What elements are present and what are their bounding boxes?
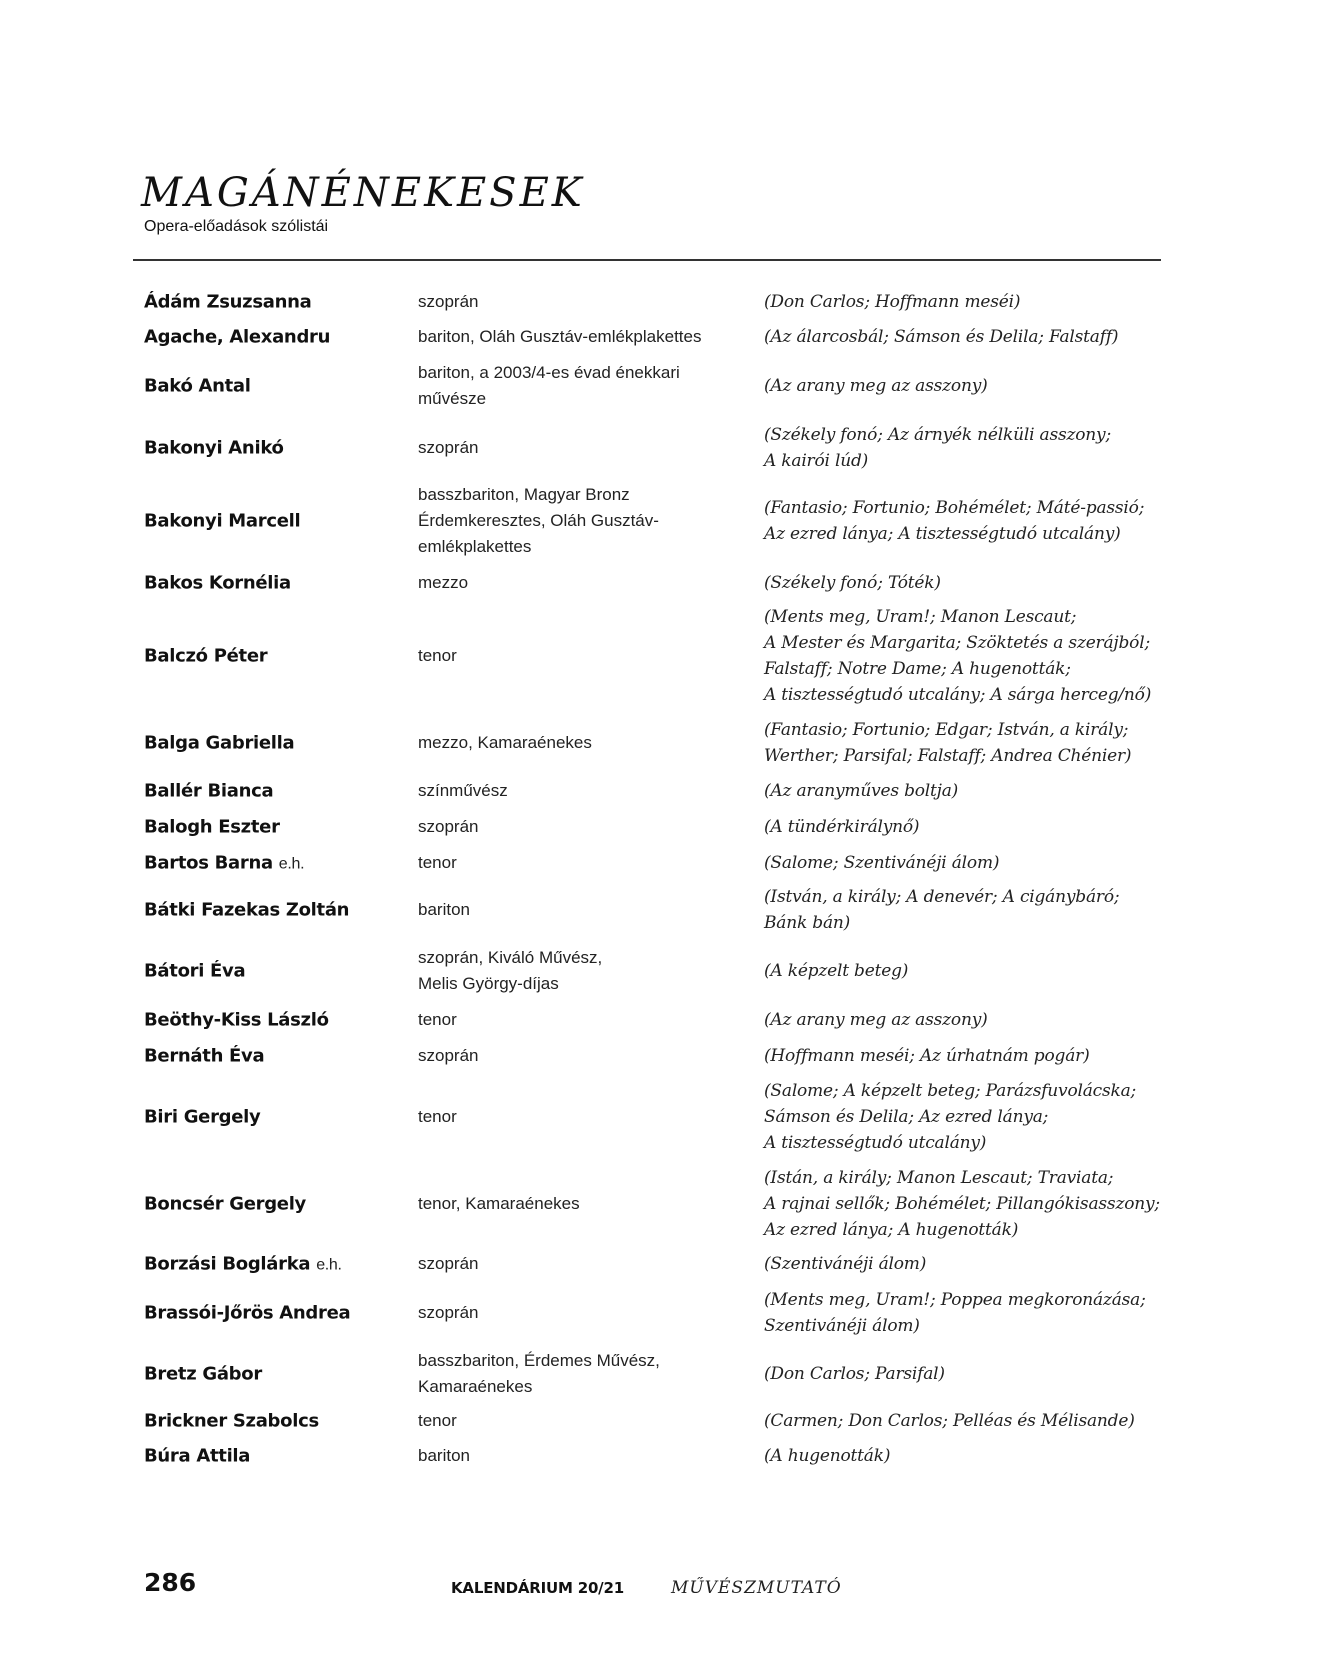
roles — [764, 373, 1184, 399]
role-line: (Salome; Szentivánéji álom) — [764, 853, 1000, 873]
artist-name-text: Borzási Boglárka — [144, 1253, 311, 1275]
roles — [764, 1408, 1184, 1434]
voice-line: emlékplakettes — [418, 537, 532, 556]
artist-name-text: Bakó Antal — [144, 375, 251, 397]
voice-line: Érdemkeresztes, Oláh Gusztáv- — [418, 511, 659, 530]
voice-line: szoprán — [418, 1303, 479, 1322]
voice-type — [418, 324, 738, 350]
roles — [764, 324, 1184, 350]
voice-type — [418, 435, 738, 461]
role-line: (Székely fonó; Tóték) — [764, 573, 941, 593]
artist-name-text: Bátki Fazekas Zoltán — [144, 899, 350, 921]
artist-name-text: Bakos Kornélia — [144, 572, 291, 594]
role-line: (A tündérkirálynő) — [764, 817, 920, 837]
role-line: (Fantasio; Fortunio; Edgar; István, a király; — [764, 720, 1129, 740]
role-line: (Székely fonó; Az árnyék nélküli asszony; — [764, 425, 1111, 445]
voice-type — [418, 850, 738, 876]
role-line: (Ments meg, Uram!; Manon Lescaut; — [764, 607, 1077, 627]
roles — [764, 422, 1184, 474]
voice-type — [418, 730, 738, 756]
voice-line: bariton, Oláh Gusztáv-emlékplakettes — [418, 327, 702, 346]
role-line: Werther; Parsifal; Falstaff; Andrea Chénier) — [764, 746, 1132, 766]
artist-name — [144, 853, 304, 874]
voice-line: bariton — [418, 900, 470, 919]
role-line: Az ezred lánya; A tisztességtudó utcalány) — [764, 524, 1121, 544]
role-line: (Ments meg, Uram!; Poppea megkoronázása; — [764, 1290, 1146, 1310]
role-line: (István, a király; A denevér; A cigánybáró; — [764, 887, 1120, 907]
role-line: Bánk bán) — [764, 913, 851, 933]
role-line: A tisztességtudó utcalány; A sárga herceg/nő) — [764, 685, 1152, 705]
artist-name — [144, 1194, 306, 1215]
voice-type — [418, 570, 738, 596]
artist-name-text: Biri Gergely — [144, 1106, 261, 1128]
voice-type — [418, 482, 738, 560]
artist-name-text: Boncsér Gergely — [144, 1193, 306, 1215]
voice-line: tenor — [418, 1010, 457, 1029]
voice-line: basszbariton, Érdemes Művész, — [418, 1351, 660, 1370]
role-line: (Az arany meg az asszony) — [764, 376, 988, 396]
artist-name — [144, 327, 330, 348]
roles — [764, 1007, 1184, 1033]
voice-line: színművész — [418, 781, 508, 800]
voice-line: tenor, Kamaraénekes — [418, 1194, 580, 1213]
role-line: (Az arany meg az asszony) — [764, 1010, 988, 1030]
role-line: (Salome; A képzelt beteg; Parázsfuvolácska; — [764, 1081, 1137, 1101]
roles — [764, 778, 1184, 804]
role-line: (Szentivánéji álom) — [764, 1254, 927, 1274]
role-line: A kairói lúd) — [764, 451, 869, 471]
role-line: A tisztességtudó utcalány) — [764, 1133, 987, 1153]
voice-type — [418, 778, 738, 804]
artist-name-text: Balogh Eszter — [144, 816, 280, 838]
artist-name-text: Balga Gabriella — [144, 732, 295, 754]
header-divider — [133, 259, 1161, 261]
artist-name — [144, 900, 349, 921]
artist-name — [144, 1364, 262, 1385]
artist-name-text: Brassói-Jőrös Andrea — [144, 1302, 351, 1324]
artist-name-text: Búra Attila — [144, 1445, 251, 1467]
voice-type — [418, 1348, 738, 1400]
role-line: (A hugenották) — [764, 1446, 891, 1466]
role-line: (Az álarcosbál; Sámson és Delila; Falstaff) — [764, 327, 1119, 347]
voice-type — [418, 360, 738, 412]
voice-type — [418, 1191, 738, 1217]
artist-name-text: Beöthy-Kiss László — [144, 1009, 329, 1031]
artist-name — [144, 292, 311, 313]
roles — [764, 1078, 1184, 1156]
artist-name — [144, 781, 273, 802]
roles — [764, 884, 1184, 936]
voice-line: szoprán, Kiváló Művész, — [418, 948, 603, 967]
role-line: (A képzelt beteg) — [764, 961, 909, 981]
roles — [764, 717, 1184, 769]
voice-line: tenor — [418, 1411, 457, 1430]
artist-name-text: Bretz Gábor — [144, 1363, 262, 1385]
role-line: Sámson és Delila; Az ezred lánya; — [764, 1107, 1049, 1127]
role-line: (Carmen; Don Carlos; Pelléas és Mélisande) — [764, 1411, 1135, 1431]
voice-line: Melis György-díjas — [418, 974, 559, 993]
voice-line: mezzo, Kamaraénekes — [418, 733, 592, 752]
artist-name — [144, 1010, 329, 1031]
voice-type — [418, 897, 738, 923]
voice-type — [418, 643, 738, 669]
role-line: (Istán, a király; Manon Lescaut; Traviata; — [764, 1168, 1114, 1188]
voice-type — [418, 1251, 738, 1277]
artist-name — [144, 376, 251, 397]
voice-line: basszbariton, Magyar Bronz — [418, 485, 630, 504]
artist-name-text: Bartos Barna — [144, 852, 273, 874]
roles — [764, 958, 1184, 984]
artist-name — [144, 1411, 319, 1432]
roles — [764, 1165, 1184, 1243]
voice-type — [418, 1408, 738, 1434]
roles — [764, 814, 1184, 840]
guest-suffix: e.h. — [278, 855, 305, 873]
voice-line: Kamaraénekes — [418, 1377, 533, 1396]
voice-type — [418, 1443, 738, 1469]
role-line: Az ezred lánya; A hugenották) — [764, 1220, 1019, 1240]
voice-type — [418, 289, 738, 315]
voice-line: művésze — [418, 389, 487, 408]
voice-line: mezzo — [418, 573, 469, 592]
artist-name-text: Ballér Bianca — [144, 780, 274, 802]
voice-line: szoprán — [418, 292, 479, 311]
roles — [764, 1361, 1184, 1387]
artist-name — [144, 1446, 250, 1467]
voice-line: tenor — [418, 646, 457, 665]
role-line: Szentivánéji álom) — [764, 1316, 920, 1336]
voice-line: bariton, a 2003/4-es évad énekkari — [418, 363, 680, 382]
artist-name-text: Balczó Péter — [144, 645, 268, 667]
voice-type — [418, 945, 738, 997]
page-number: 286 — [144, 1568, 197, 1597]
roles — [764, 1287, 1184, 1339]
artist-name — [144, 733, 294, 754]
voice-type — [418, 1104, 738, 1130]
artist-name-text: Brickner Szabolcs — [144, 1410, 319, 1432]
roles — [764, 570, 1184, 596]
roles — [764, 1251, 1184, 1277]
magazine-title: KALENDÁRIUM 20/21 — [451, 1579, 624, 1597]
artist-name-text: Bernáth Éva — [144, 1045, 265, 1067]
voice-line: tenor — [418, 1107, 457, 1126]
artist-name — [144, 438, 284, 459]
artist-name-text: Bakonyi Anikó — [144, 437, 284, 459]
voice-type — [418, 1300, 738, 1326]
artist-name — [144, 961, 245, 982]
artist-name — [144, 817, 280, 838]
artist-name — [144, 1303, 350, 1324]
role-line: (Fantasio; Fortunio; Bohémélet; Máté-passió; — [764, 498, 1145, 518]
artist-name-text: Bakonyi Marcell — [144, 510, 301, 532]
role-line: Falstaff; Notre Dame; A hugenották; — [764, 659, 1071, 679]
artist-name — [144, 1046, 264, 1067]
role-line: (Don Carlos; Hoffmann meséi) — [764, 292, 1021, 312]
voice-line: tenor — [418, 853, 457, 872]
voice-type — [418, 1007, 738, 1033]
section-title: MŰVÉSZMUTATÓ — [671, 1578, 842, 1598]
role-line: (Az aranyműves boltja) — [764, 781, 959, 801]
role-line: A Mester és Margarita; Szöktetés a szerájból; — [764, 633, 1150, 653]
voice-line: bariton — [418, 1446, 470, 1465]
roles — [764, 604, 1184, 708]
voice-line: szoprán — [418, 1254, 479, 1273]
roles — [764, 289, 1184, 315]
artist-name — [144, 511, 300, 532]
artist-name-text: Agache, Alexandru — [144, 326, 331, 348]
artist-name — [144, 1254, 342, 1275]
role-line: A rajnai sellők; Bohémélet; Pillangókisasszony; — [764, 1194, 1160, 1214]
voice-type — [418, 814, 738, 840]
voice-line: szoprán — [418, 817, 479, 836]
voice-line: szoprán — [418, 438, 479, 457]
roles — [764, 1043, 1184, 1069]
roles — [764, 1443, 1184, 1469]
voice-line: szoprán — [418, 1046, 479, 1065]
artist-name — [144, 1107, 260, 1128]
role-line: (Don Carlos; Parsifal) — [764, 1364, 945, 1384]
page-subtitle: Opera-előadások szólistái — [144, 218, 329, 235]
roles — [764, 495, 1184, 547]
roles — [764, 850, 1184, 876]
artist-name-text: Bátori Éva — [144, 960, 246, 982]
role-line: (Hoffmann meséi; Az úrhatnám pogár) — [764, 1046, 1090, 1066]
artist-name — [144, 573, 291, 594]
artist-name-text: Ádám Zsuzsanna — [144, 291, 312, 313]
voice-type — [418, 1043, 738, 1069]
page-title: MAGÁNÉNEKESEK — [141, 170, 585, 216]
artist-name — [144, 646, 267, 667]
guest-suffix: e.h. — [316, 1256, 342, 1274]
